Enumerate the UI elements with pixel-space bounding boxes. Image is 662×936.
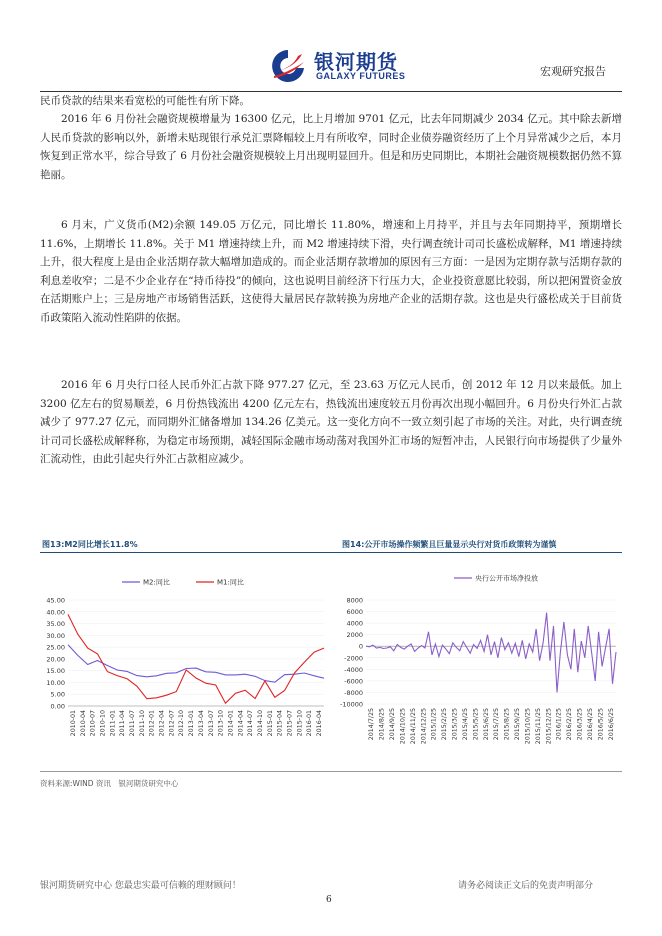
x-tick-label: 2013-10 <box>217 710 225 737</box>
x-tick-label: 2013-04 <box>197 710 205 737</box>
x-tick-label: 2011-01 <box>109 710 117 737</box>
x-tick-label: 2014/10/25 <box>399 708 407 745</box>
x-tick-label: 2014/12/25 <box>420 708 428 745</box>
report-type-label: 宏观研究报告 <box>540 65 606 78</box>
x-tick-label: 2011-07 <box>129 710 136 737</box>
x-tick-label: 2016-01 <box>306 710 314 737</box>
x-tick-label: 2016/1/25 <box>555 708 563 741</box>
brand-name-en: GALAXY FUTURES <box>316 71 406 81</box>
y-tick-label: 0.00 <box>50 702 65 711</box>
y-tick-label: 35.00 <box>46 620 65 629</box>
y-tick-label: 10.00 <box>46 678 65 687</box>
page-number: 6 <box>326 895 332 905</box>
y-tick-label: 45.00 <box>46 596 65 605</box>
y-tick-label: -4000 <box>344 665 363 674</box>
x-tick-label: 2011-04 <box>119 710 127 737</box>
y-tick-label: 8000 <box>346 596 363 605</box>
x-tick-label: 2010-10 <box>99 710 107 737</box>
x-tick-label: 2014/11/25 <box>409 708 417 745</box>
figure-14-title: 图14:公开市场操作频繁且巨量显示央行对货币政策转为谨慎 <box>342 540 557 549</box>
x-tick-label: 2014-10 <box>257 710 264 737</box>
figure-top-rule <box>40 552 622 553</box>
x-tick-label: 2015/6/25 <box>482 708 490 741</box>
y-tick-label: 6000 <box>346 608 363 617</box>
x-tick-label: 2010-07 <box>89 710 97 737</box>
y-tick-label: 25.00 <box>46 643 65 652</box>
x-tick-label: 2015/12/25 <box>545 708 553 745</box>
x-tick-label: 2010-04 <box>79 710 87 737</box>
x-tick-label: 2015/9/25 <box>514 708 522 741</box>
paragraph-m2-money-supply: 6 月末，广义货币(M2)余额 149.05 万亿元，同比增长 11.80%，增速和上月持平，并且与去年同期持平，预期增长 11.6%，上期增长 11.8%。关于 M1 增速持续上升，而 M2 增速持续下滑，央行调查统计司司长盛松成解释，M1 增速持续上升，很大程度上是由企业活期存款大幅增加造成的。而企业活期存款增加的原因有三方面：一是因为定期存款与活期存款的利息差收窄；二是不少企业存在“持币待投”的倾向，这也说明目前经济下行压力大，企业投资意愿比较弱，所以把闲置资金放在活期账户上；三是房地产市场销售活跃，这使得大量居民存款转换为房地产企业的活期存款。这也是央行盛松成关于目前货币政策陷入流动性陷阱的依据。 <box>40 219 622 324</box>
x-tick-label: 2015-07 <box>286 710 294 737</box>
x-tick-label: 2012-01 <box>148 710 156 737</box>
figure-13-title: 图13:M2同比增长11.8% <box>42 540 138 549</box>
y-tick-label: 30.00 <box>46 631 65 640</box>
x-tick-label: 2016/6/25 <box>607 708 615 741</box>
y-tick-label: 4000 <box>346 619 363 628</box>
x-tick-label: 2015/4/25 <box>461 708 469 741</box>
y-tick-label: -10000 <box>339 700 363 709</box>
x-tick-label: 2010-01 <box>69 710 77 737</box>
x-tick-label: 2015/5/25 <box>472 708 480 741</box>
legend-label: M1:同比 <box>217 578 244 587</box>
x-tick-label: 2014/8/25 <box>378 708 386 741</box>
footer-slogan: 银河期货研究中心 您最忠实最可信赖的理财顾问！ <box>40 881 241 891</box>
x-tick-label: 2014/7/25 <box>368 708 376 741</box>
paragraph-fx-holdings: 2016 年 6 月央行口径人民币外汇占款下降 977.27 亿元，至 23.63 万亿元人民币，创 2012 年 12 月以来最低。加上 3200 亿左右的贸易顺差，6 月份热钱流出 4200 亿元左右，热钱流出速度较五月份再次出现小幅回升。6 月份央行外汇占款减少了 977.27 亿元，而同期外汇储备增加 134.26 亿美元。这一变化方向不一致立刻引起了市场的关注。对此，央行调查统计司司长盛松成解释称，为稳定市场预期，减轻国际金融市场动荡对我国外汇市场的短暂冲击，人民银行向市场提供了少量外汇流动性，由此引起央行外汇占款相应减少。 <box>40 379 622 465</box>
x-tick-label: 2015-04 <box>276 710 284 737</box>
figure-source-note: 资料来源:WIND 资讯 银河期货研究中心 <box>40 779 179 788</box>
x-tick-label: 2015/10/25 <box>524 708 532 745</box>
x-tick-label: 2015-01 <box>266 710 274 737</box>
x-tick-label: 2015/7/25 <box>493 708 501 741</box>
x-tick-label: 2012-10 <box>178 710 186 737</box>
y-tick-label: 20.00 <box>46 655 65 664</box>
paragraph-social-financing: 2016 年 6 月份社会融资规模增量为 16300 亿元，比上月增加 9701 亿元，比去年同期减少 2034 亿元。其中除去新增人民币贷款的影响以外，新增未贴现银行承兑汇票降幅较上月有所收窄，同时企业债券融资经历了上个月异常减少之后，本月恢复到正常水平，综合导致了 6 月份社会融资规模较上月出现明显回升。但是和历史同期比，本期社会融资规模数据仍然不算艳丽。 <box>40 113 622 181</box>
figure-bottom-rule <box>40 771 622 772</box>
series-line-a <box>366 613 616 693</box>
x-tick-label: 2014-07 <box>247 710 255 737</box>
x-tick-label: 2016/5/25 <box>597 708 605 741</box>
x-tick-label: 2013-01 <box>188 710 196 737</box>
x-tick-label: 2015/11/25 <box>534 708 542 745</box>
paragraph-continuation: 民币贷款的结果来看宽松的可能性有所下降。 <box>40 95 250 107</box>
x-tick-label: 2012-07 <box>168 710 176 737</box>
y-tick-label: 5.00 <box>50 690 65 699</box>
x-tick-label: 2012-04 <box>158 710 166 737</box>
x-tick-label: 2014-04 <box>237 710 245 737</box>
x-tick-label: 2016/3/25 <box>576 708 584 741</box>
m2-m1-yoy-chart <box>40 556 332 766</box>
open-market-operation-chart <box>336 556 622 766</box>
series-line-a <box>68 645 324 682</box>
galaxy-futures-logo-icon <box>268 48 308 82</box>
x-tick-label: 2015/2/25 <box>441 708 449 741</box>
y-tick-label: 0 <box>358 642 363 651</box>
y-tick-label: 15.00 <box>46 667 65 676</box>
legend-label: M2:同比 <box>143 578 170 587</box>
y-tick-label: 40.00 <box>46 608 65 617</box>
x-tick-label: 2016-04 <box>316 710 324 737</box>
x-tick-label: 2015-10 <box>296 710 304 737</box>
x-tick-label: 2016/2/25 <box>566 708 574 741</box>
x-tick-label: 2016/4/25 <box>586 708 594 741</box>
y-tick-label: 2000 <box>346 631 363 640</box>
x-tick-label: 2014-01 <box>227 710 235 737</box>
x-tick-label: 2015/3/25 <box>451 708 459 741</box>
x-tick-label: 2011-10 <box>138 710 146 737</box>
x-tick-label: 2015/1/25 <box>430 708 438 741</box>
x-tick-label: 2015/8/25 <box>503 708 511 741</box>
x-tick-label: 2013-07 <box>207 710 215 737</box>
brand-name-cn: 银河期货 <box>314 50 398 74</box>
y-tick-label: -2000 <box>344 654 363 663</box>
y-tick-label: -6000 <box>344 677 363 686</box>
legend-label: 央行公开市场净投放 <box>475 574 538 583</box>
y-tick-label: -8000 <box>344 688 363 697</box>
footer-disclaimer: 请务必阅读正文后的免责声明部分 <box>458 881 594 891</box>
x-tick-label: 2014/9/25 <box>389 708 397 741</box>
